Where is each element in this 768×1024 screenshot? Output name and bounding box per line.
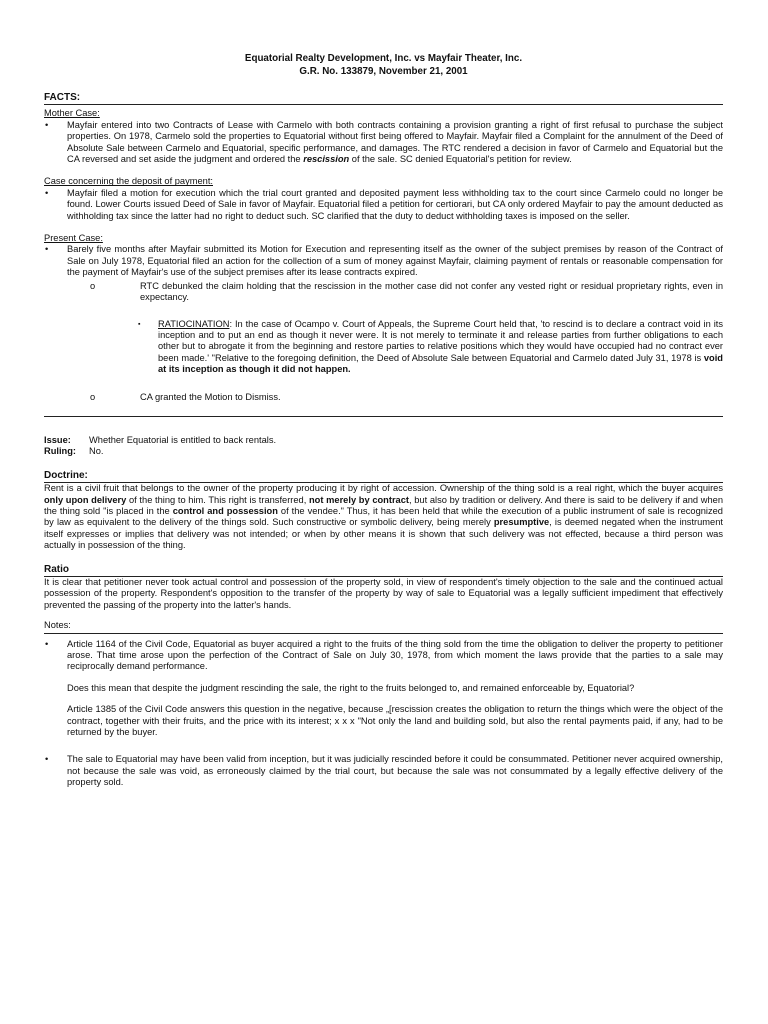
- ratiocination-bullet: ▪ RATIOCINATION: In the case of Ocampo v. Court of Appeals, the Supreme Court held that, 'to rescind is to declare a contract void in its inception and to put an end as though it never were. It is not merely to terminate it and release parties from further obligations to each other but to abrogate it from the beginning and restore parties to relative positions which they would have occupied had no contract ever been made.' "Relative to the foregoing definition, the Deed of Absolute Sale between Equatorial and Carmelo dated July 31, 1978 is void at its inception as though it did not happen.: [138, 318, 723, 375]
- notes-question: Does this mean that despite the judgment rescinding the sale, the right to the fruits belonged to, and remained enforceable by, Equatorial?: [67, 682, 635, 693]
- case-title-line2: G.R. No. 133879, November 21, 2001: [299, 66, 468, 77]
- ratiocination-label: RATIOCINATION: [158, 318, 230, 329]
- bullet-glyph: •: [45, 754, 49, 765]
- doctrine-heading: Doctrine:: [44, 470, 723, 483]
- doctrine-text: Rent is a civil fruit that belongs to the owner of the property producing it by right of accession. Ownership of the thing sold is a real right, which the buyer acquires only upon delivery of the thing to him. This right is transferred, not merely by contract, but also by tradition or delivery. And there is said to be delivery if and when the thing sold "is placed in the control and possession of the vendee." Thus, it has been held that while the execution of a public instrument of sale is recognized by law as equivalent to the delivery of the things sold. Such constructive or symbolic delivery, being merely presumptive, is deemed negated when the instrument itself expresses or implies that delivery was not intended; or when by other means it is shown that such delivery was not effected, because a third person was actually in possession of the thing.: [44, 483, 723, 551]
- ruling-line: Ruling: No.: [44, 446, 104, 457]
- present-case-bullet: • Barely five months after Mayfair submitted its Motion for Execution and representing itself as the owner of the subject premises by reason of the Contract of Sale on July 1978, Equatorial filed an action for the collection of a sum of money against Mayfair, claiming payment of rentals or reasonable compensation for the payment of Mayfair's use of the subject premises after its lease contracts expired.: [45, 244, 723, 278]
- deposit-case-label: Case concerning the deposit of payment:: [44, 176, 213, 187]
- bullet-glyph: •: [45, 244, 49, 255]
- present-case-label: Present Case:: [44, 233, 103, 244]
- notes-article-1385: Article 1385 of the Civil Code answers this question in the negative, because „[rescission creates the obligation to return the things which were the object of the contract, together with their fruits, and the price with its interest; x x x "Not only the land and building sold, but also the rental payments paid, if any, had to be returned by the buyer.: [67, 704, 723, 738]
- notes-label: Notes:: [44, 620, 723, 633]
- document-page: [44, 48, 723, 978]
- bullet-glyph: •: [45, 119, 49, 130]
- ratio-heading: Ratio: [44, 564, 723, 577]
- notes-bullet-2: • The sale to Equatorial may have been valid from inception, but it was judicially rescinded before it could be consummated. Petitioner never acquired ownership, not because the sale was void, as erroneously claimed by the trial court, but because the sale was not consummated by a legally effective delivery of the property sold.: [45, 754, 723, 788]
- void-emphasis: void at its inception as though it did not happen.: [158, 352, 723, 375]
- facts-heading: FACTS:: [44, 92, 723, 105]
- ratio-text: It is clear that petitioner never took actual control and possession of the property sold, in view of respondent's timely objection to the sale and the continued actual possession of the property. Respondent's opposition to the transfer of the property by way of sale to Equatorial was a legally sufficient impediment that effectively prevented the passing of the property into the latter's hands.: [44, 577, 723, 610]
- rescission-emphasis: rescission: [303, 154, 350, 165]
- bullet-glyph: •: [45, 638, 49, 649]
- issue-line: Issue: Whether Equatorial is entitled to back rentals.: [44, 434, 277, 445]
- deposit-case-bullet: • Mayfair filed a motion for execution which the trial court granted and deposited payment less withholding tax to the court since Carmelo could no longer be found. Lower Courts issued Deed of Sale in favor of Mayfair. Equatorial filed a petition for certiorari, but CA only ordered Mayfair to pay the amount deducted as withholding tax since the latter had no right to deduct such. SC clarified that the duty to deduct withholding taxes is imposed on the seller.: [45, 187, 723, 221]
- bullet-glyph: •: [45, 187, 49, 198]
- mother-case-label: Mother Case:: [44, 108, 100, 119]
- ca-sub-bullet: o CA granted the Motion to Dismiss.: [90, 391, 281, 402]
- mother-case-bullet: • Mayfair entered into two Contracts of Lease with Carmelo with both contracts containing a provision granting a right of first refusal to purchase the subject properties. On 1978, Carmelo sold the properties to Equatorial without first being offered to Mayfair. Mayfair filed a Complaint for the annulment of the Deed of Absolute Sale between Carmelo and Equatorial, specific performance, and damages. The RTC rendered a decision in favor of Carmelo and Equatorial but the CA reversed and set aside the judgment and ordered the rescission of the sale. SC denied Equatorial's petition for review.: [45, 119, 723, 165]
- case-title: [44, 52, 723, 78]
- circle-glyph: o: [90, 391, 96, 402]
- issue-label: Issue:: [44, 434, 71, 445]
- section-divider: [44, 415, 723, 417]
- case-title-line1: Equatorial Realty Development, Inc. vs Mayfair Theater, Inc.: [244, 53, 523, 64]
- rtc-sub-bullet: o RTC debunked the claim holding that the rescission in the mother case did not confer any vested right or residual proprietary rights, even in expectancy.: [90, 280, 723, 303]
- square-glyph: ▪: [138, 320, 141, 328]
- ruling-label: Ruling:: [44, 446, 77, 457]
- circle-glyph: o: [90, 280, 96, 291]
- notes-bullet-1: • Article 1164 of the Civil Code, Equatorial as buyer acquired a right to the fruits of the thing sold from the time the obligation to deliver the property to petitioner arose. That time arose upon the perfection of the Contract of Sale on July 30, 1978, from which moment the laws provide that the parties to a sale may reciprocally demand performance.: [45, 638, 723, 672]
